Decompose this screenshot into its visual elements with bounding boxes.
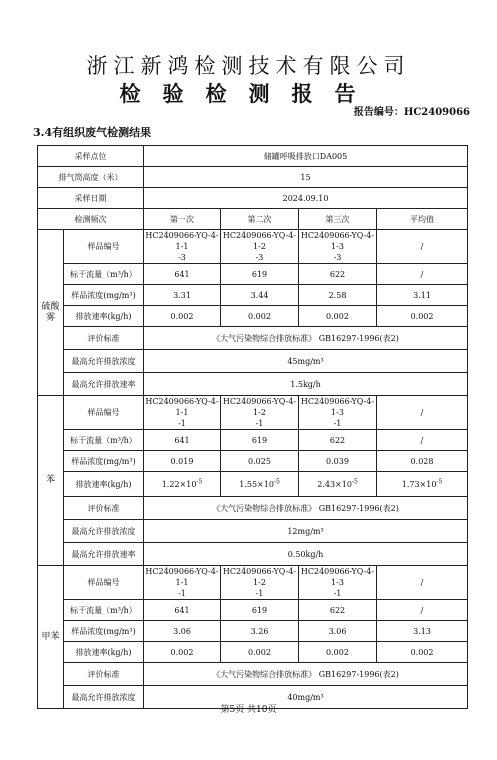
emission-rate-row: [38, 306, 468, 327]
value-base: 1.55×10: [239, 479, 274, 489]
sample-id-cell: [299, 230, 377, 264]
value-cell: 0.019: [144, 451, 221, 472]
sample-id-line: HC2409066-YQ-4-1-1: [145, 397, 219, 417]
point-value: 储罐呼吸排放口DA005: [144, 146, 468, 167]
height-label: 排气筒高度（米）: [38, 167, 144, 188]
row-label: 样品浓度(mg/m³): [64, 621, 144, 642]
report-title: 检验检测报告: [119, 81, 378, 106]
sample-id-line: HC2409066-YQ-4-1-3: [300, 231, 375, 251]
value-cell: 3.06: [299, 621, 377, 642]
concentration-row: [38, 285, 468, 306]
value-cell: 0.50kg/h: [144, 543, 468, 566]
value-cell: [221, 472, 299, 497]
pollutant-name: 甲苯: [38, 566, 64, 709]
sample-id-line: HC2409066-YQ-4-1-1: [145, 231, 219, 251]
sample-id-row: [38, 396, 468, 430]
sample-id-cell: [299, 566, 377, 600]
row-label: 最高允许排放浓度: [64, 686, 144, 709]
sample-id-line: HC2409066-YQ-4-1-1: [145, 567, 219, 587]
value-cell: 619: [221, 430, 299, 451]
value-cell: 0.002: [377, 306, 468, 327]
sample-id-cell: /: [377, 396, 468, 430]
value-cell: 3.44: [221, 285, 299, 306]
row-label: 最高允许排放速率: [64, 543, 144, 566]
value-cell: 619: [221, 600, 299, 621]
value-cell: 0.039: [299, 451, 377, 472]
sample-id-cell: [299, 396, 377, 430]
sample-id-line: HC2409066-YQ-4-1-2: [222, 567, 297, 587]
height-value: 15: [144, 167, 468, 188]
standard-row: [38, 663, 468, 686]
page-footer: 第5页 共10页: [220, 705, 277, 715]
max-rate-row: [38, 373, 468, 396]
value-cell: 3.11: [377, 285, 468, 306]
value-cell: 3.13: [377, 621, 468, 642]
row-label: 标干流量（m³/h）: [64, 430, 144, 451]
pollutant-name: 苯: [38, 396, 64, 566]
value-cell: 641: [144, 264, 221, 285]
value-exponent: -5: [273, 477, 280, 485]
flow-row: [38, 264, 468, 285]
max-concentration-row: [38, 350, 468, 373]
sample-id-line: -1: [255, 589, 264, 598]
standard-row: [38, 497, 468, 520]
sample-id-line: -1: [178, 589, 186, 598]
value-cell: 622: [299, 430, 377, 451]
emission-rate-row: [38, 472, 468, 497]
value-cell: 641: [144, 600, 221, 621]
sample-id-cell: [144, 566, 221, 600]
sample-id-line: HC2409066-YQ-4-1-3: [300, 397, 375, 417]
value-cell: 0.002: [144, 642, 221, 663]
report-number: [354, 103, 470, 118]
value-base: 1.22×10: [161, 479, 197, 489]
row-label: 评价标准: [64, 327, 144, 350]
value-cell: 12mg/m³: [144, 520, 468, 543]
row-label: 标干流量（m³/h）: [64, 264, 144, 285]
value-base: 1.73×10: [401, 479, 437, 489]
sample-id-cell: [144, 396, 221, 430]
value-cell: 45mg/m³: [144, 350, 468, 373]
sample-id-line: HC2409066-YQ-4-1-2: [222, 231, 297, 251]
value-cell: 3.06: [144, 621, 221, 642]
concentration-row: [38, 451, 468, 472]
standard-row: [38, 327, 468, 350]
info-row-frequency: [38, 209, 468, 230]
value-cell: 3.31: [144, 285, 221, 306]
value-cell: 《大气污染物综合排放标准》 GB16297-1996(表2): [144, 327, 468, 350]
row-label: 样品编号: [64, 230, 144, 264]
value-exponent: -5: [351, 477, 358, 485]
sample-id-line: -1: [255, 419, 264, 428]
point-label: 采样点位: [38, 146, 144, 167]
value-cell: 622: [299, 600, 377, 621]
max-rate-row: [38, 543, 468, 566]
value-cell: 0.002: [144, 306, 221, 327]
company-name: 浙江新鸿检测技术有限公司: [86, 54, 411, 78]
section-title: 3.4有组织废气检测结果: [33, 126, 152, 139]
report-number-label: 报告编号：: [353, 107, 404, 118]
sample-id-cell: /: [377, 230, 468, 264]
info-row-date: [38, 188, 468, 209]
sample-id-line: -1: [178, 419, 186, 428]
date-value: 2024.09.10: [144, 188, 468, 209]
value-cell: 0.002: [299, 306, 377, 327]
value-cell: 641: [144, 430, 221, 451]
sample-id-line: -3: [333, 253, 342, 262]
value-cell: 《大气污染物综合排放标准》 GB16297-1996(表2): [144, 497, 468, 520]
value-cell: [299, 472, 377, 497]
row-label: 最高允许排放浓度: [64, 520, 144, 543]
sample-id-line: -3: [255, 253, 264, 262]
frequency-col-2: 第二次: [221, 209, 299, 230]
row-label: 样品编号: [64, 566, 144, 600]
emission-rate-row: [38, 642, 468, 663]
sample-id-row: [38, 566, 468, 600]
pollutant-name: 硫酸雾: [38, 230, 64, 396]
value-cell: 3.26: [221, 621, 299, 642]
row-label: 样品浓度(mg/m³): [64, 451, 144, 472]
value-cell: 619: [221, 264, 299, 285]
sample-id-cell: [221, 566, 299, 600]
value-cell: /: [377, 430, 468, 451]
value-cell: 《大气污染物综合排放标准》 GB16297-1996(表2): [144, 663, 468, 686]
value-cell: 0.002: [377, 642, 468, 663]
value-cell: 0.028: [377, 451, 468, 472]
report-number-value: HC2409066: [403, 107, 470, 118]
info-row-height: [38, 167, 468, 188]
frequency-col-average: 平均值: [377, 209, 468, 230]
sample-id-row: [38, 230, 468, 264]
value-cell: [377, 472, 468, 497]
sample-id-cell: [221, 230, 299, 264]
value-cell: /: [377, 264, 468, 285]
row-label: 评价标准: [64, 497, 144, 520]
concentration-row: [38, 621, 468, 642]
row-label: 评价标准: [64, 663, 144, 686]
value-cell: 0.002: [299, 642, 377, 663]
flow-row: [38, 430, 468, 451]
value-cell: 1.5kg/h: [144, 373, 468, 396]
row-label: 最高允许排放浓度: [64, 350, 144, 373]
sample-id-cell: [221, 396, 299, 430]
date-label: 采样日期: [38, 188, 144, 209]
value-exponent: -5: [196, 477, 203, 485]
value-cell: 40mg/m³: [144, 686, 468, 709]
value-cell: 0.002: [221, 306, 299, 327]
sample-id-line: HC2409066-YQ-4-1-2: [222, 397, 297, 417]
sample-id-cell: [144, 230, 221, 264]
sample-id-line: -3: [178, 253, 186, 262]
value-cell: 0.025: [221, 451, 299, 472]
max-concentration-row: [38, 520, 468, 543]
frequency-col-3: 第三次: [299, 209, 377, 230]
info-row-point: [38, 146, 468, 167]
value-cell: /: [377, 600, 468, 621]
sample-id-line: -1: [333, 589, 342, 598]
sample-id-line: HC2409066-YQ-4-1-3: [300, 567, 375, 587]
row-label: 排放速率(kg/h): [64, 642, 144, 663]
value-cell: 2.58: [299, 285, 377, 306]
row-label: 排放速率(kg/h): [64, 306, 144, 327]
sample-id-cell: /: [377, 566, 468, 600]
value-cell: 0.002: [221, 642, 299, 663]
frequency-col-1: 第一次: [144, 209, 221, 230]
row-label: 最高允许排放速率: [64, 373, 144, 396]
value-cell: [144, 472, 221, 497]
flow-row: [38, 600, 468, 621]
row-label: 样品浓度(mg/m³): [64, 285, 144, 306]
sample-id-line: -1: [333, 419, 342, 428]
row-label: 标干流量（m³/h）: [64, 600, 144, 621]
frequency-label: 检测频次: [38, 209, 144, 230]
row-label: 样品编号: [64, 396, 144, 430]
results-table: [37, 145, 468, 709]
value-exponent: -5: [436, 477, 443, 485]
value-base: 2.43×10: [317, 479, 352, 489]
row-label: 排放速率(kg/h): [64, 472, 144, 497]
value-cell: 622: [299, 264, 377, 285]
